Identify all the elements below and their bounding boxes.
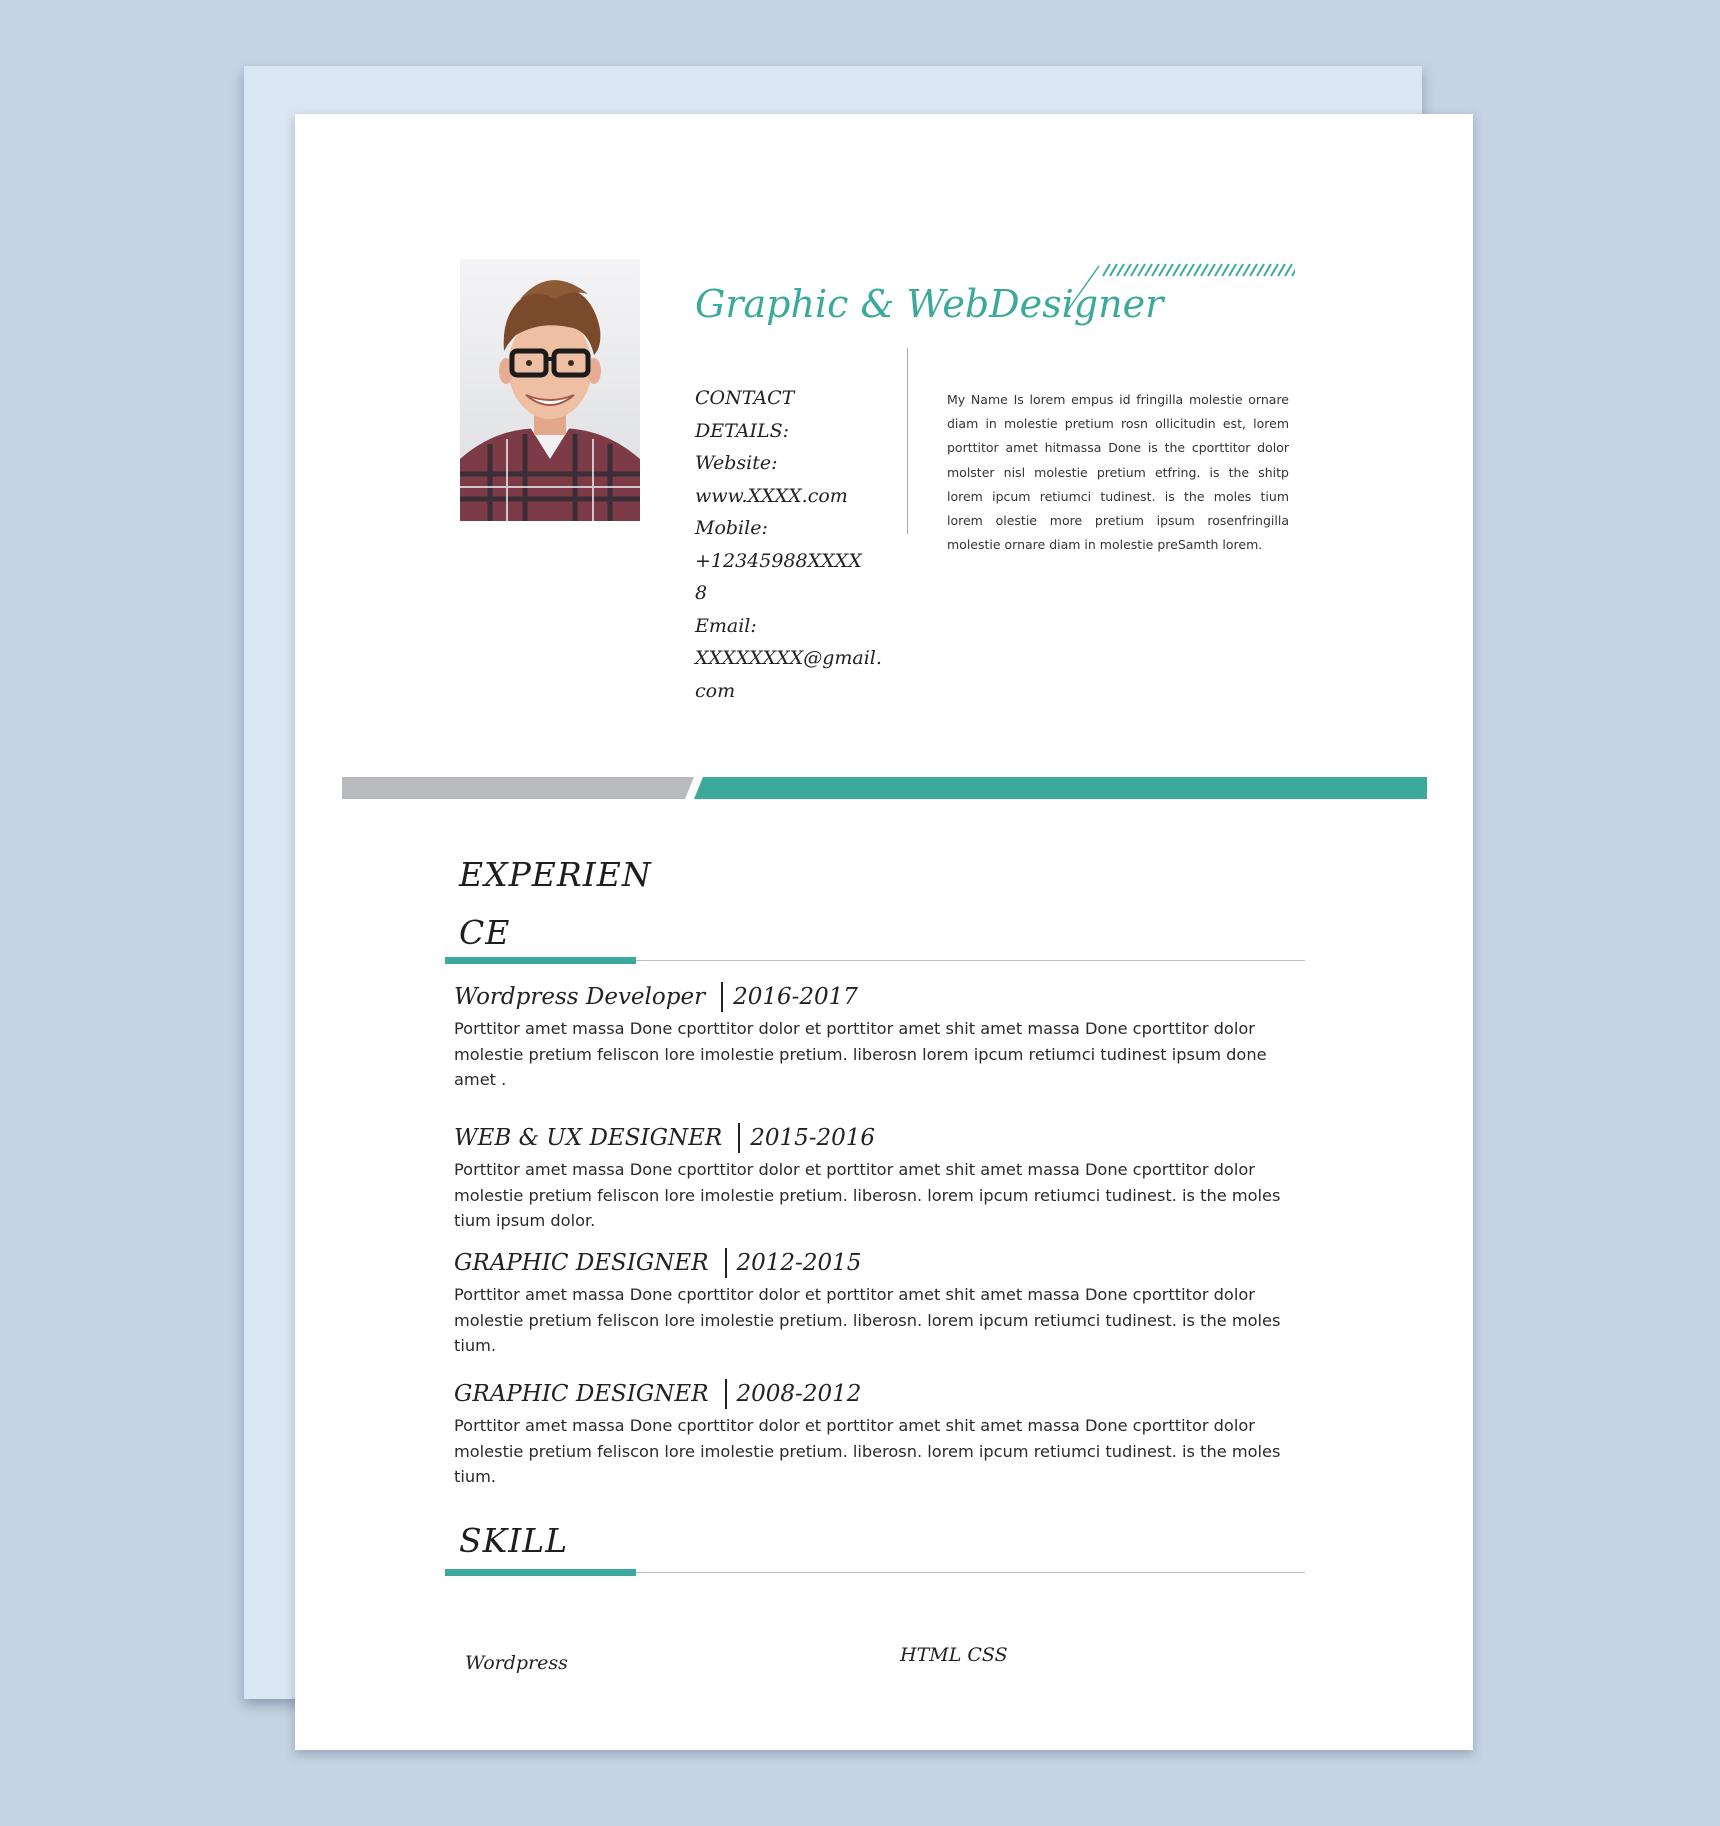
hatch-stroke xyxy=(1152,264,1159,276)
contact-line: CONTACT xyxy=(695,387,795,409)
contact-line: Email: xyxy=(695,614,757,637)
portrait-illustration xyxy=(460,259,640,521)
skill-heading: SKILL xyxy=(459,1521,569,1560)
skill-item: Wordpress xyxy=(465,1652,568,1674)
skill-item: HTML CSS xyxy=(900,1644,1008,1666)
hatch-stroke xyxy=(1173,264,1180,276)
hatch-stroke xyxy=(1159,264,1166,276)
email-value-cont: com xyxy=(695,679,736,702)
experience-item-header xyxy=(454,1248,1304,1278)
email-value[interactable]: XXXXXXXX@gmail. xyxy=(695,647,882,669)
separator-bar xyxy=(738,1123,740,1153)
experience-years: 2015-2016 xyxy=(750,1125,876,1151)
hatch-stroke xyxy=(1145,264,1152,276)
separator-bar xyxy=(725,1248,727,1278)
experience-heading xyxy=(459,846,652,904)
hatch-stroke xyxy=(1292,264,1295,276)
about-paragraph: My Name Is lorem empus id fringilla molestie ornare diam in molestie pretium rosn ollicitudin est, lorem porttitor amet hitmassa Done is the cporttitor dolor molster nisl molestie pretium etfring. is the shitp lorem ipcum retiumci tudinest. is the moles tium lorem olestie more pretium ipsum rosenfringilla molestie ornare diam in molestie preSamth lorem. xyxy=(947,392,1289,553)
hatch-stroke xyxy=(1138,264,1145,276)
experience-years: 2012-2015 xyxy=(736,1250,862,1276)
profile-photo xyxy=(460,259,640,521)
experience-heading-line1: EXPERIEN xyxy=(459,855,652,894)
experience-role: WEB & UX DESIGNER xyxy=(454,1125,723,1151)
experience-years: 2016-2017 xyxy=(733,984,858,1010)
hatch-stroke xyxy=(1117,264,1124,276)
job-title-heading: Graphic & WebDesigner xyxy=(695,282,1164,326)
hatch-stroke xyxy=(1180,264,1187,276)
website-value[interactable]: www.XXXX.com xyxy=(695,484,848,507)
mobile-value: +12345988XXXX xyxy=(695,549,862,572)
hatch-stroke xyxy=(1236,264,1243,276)
hatch-stroke xyxy=(1110,264,1117,276)
contact-details xyxy=(695,382,880,707)
hatch-stroke xyxy=(1264,264,1271,276)
hatch-stroke xyxy=(1103,264,1110,276)
experience-item xyxy=(454,1248,1304,1359)
hatch-stroke xyxy=(1194,264,1201,276)
separator-bar xyxy=(721,982,723,1012)
hatch-stroke xyxy=(1166,264,1173,276)
experience-item-header xyxy=(454,1379,1304,1409)
experience-item xyxy=(454,982,1304,1093)
experience-description: Porttitor amet massa Done cporttitor dolor et porttitor amet shit amet massa Done cporttitor dolor molestie pretium feliscon lore imolestie pretium. liberosn. lorem ipcum retiumci tudinest. is the moles tium. xyxy=(454,1285,1281,1355)
hatch-stroke xyxy=(1201,264,1208,276)
hatch-stroke xyxy=(1124,264,1131,276)
experience-item-header xyxy=(454,982,1304,1012)
hatch-stroke xyxy=(1243,264,1250,276)
hatch-stroke xyxy=(1271,264,1278,276)
experience-heading-line2: CE xyxy=(459,913,511,952)
hatch-stroke xyxy=(1229,264,1236,276)
experience-accent xyxy=(445,957,636,964)
hatch-stroke xyxy=(1208,264,1215,276)
experience-role: GRAPHIC DESIGNER xyxy=(454,1250,709,1276)
hatch-stroke xyxy=(1285,264,1292,276)
hatch-stroke xyxy=(1257,264,1264,276)
hatch-stroke xyxy=(1187,264,1194,276)
experience-years: 2008-2012 xyxy=(736,1381,862,1407)
contact-line: Website: xyxy=(695,452,778,474)
hatch-stroke xyxy=(1222,264,1229,276)
experience-item xyxy=(454,1379,1304,1490)
vertical-divider xyxy=(907,348,908,534)
section-band xyxy=(342,777,1427,801)
hatch-stroke xyxy=(1278,264,1285,276)
skill-accent xyxy=(445,1569,636,1576)
resume-page xyxy=(295,114,1473,1750)
separator-bar xyxy=(725,1379,727,1409)
experience-item xyxy=(454,1123,1304,1234)
experience-item-header xyxy=(454,1123,1304,1153)
hatch-stroke xyxy=(1250,264,1257,276)
hatch-decoration xyxy=(1055,254,1295,324)
contact-line: Mobile: xyxy=(695,517,768,539)
contact-line: DETAILS: xyxy=(695,419,789,442)
experience-description: Porttitor amet massa Done cporttitor dolor et porttitor amet shit amet massa Done cporttitor dolor molestie pretium feliscon lore imolestie pretium. liberosn lorem ipcum retiumci tudinest ipsum done amet . xyxy=(454,1019,1267,1089)
hatch-stroke xyxy=(1215,264,1222,276)
mobile-value-cont: 8 xyxy=(695,582,708,604)
experience-description: Porttitor amet massa Done cporttitor dolor et porttitor amet shit amet massa Done cporttitor dolor molestie pretium feliscon lore imolestie pretium. liberosn. lorem ipcum retiumci tudinest. is the moles tium. xyxy=(454,1416,1281,1486)
experience-role: GRAPHIC DESIGNER xyxy=(454,1381,709,1407)
experience-description: Porttitor amet massa Done cporttitor dolor et porttitor amet shit amet massa Done cporttitor dolor molestie pretium feliscon lore imolestie pretium. liberosn. lorem ipcum retiumci tudinest. is the moles tium ipsum dolor. xyxy=(454,1160,1281,1230)
experience-heading-cont xyxy=(459,904,510,962)
hatch-stroke xyxy=(1131,264,1138,276)
experience-role: Wordpress Developer xyxy=(454,984,706,1010)
